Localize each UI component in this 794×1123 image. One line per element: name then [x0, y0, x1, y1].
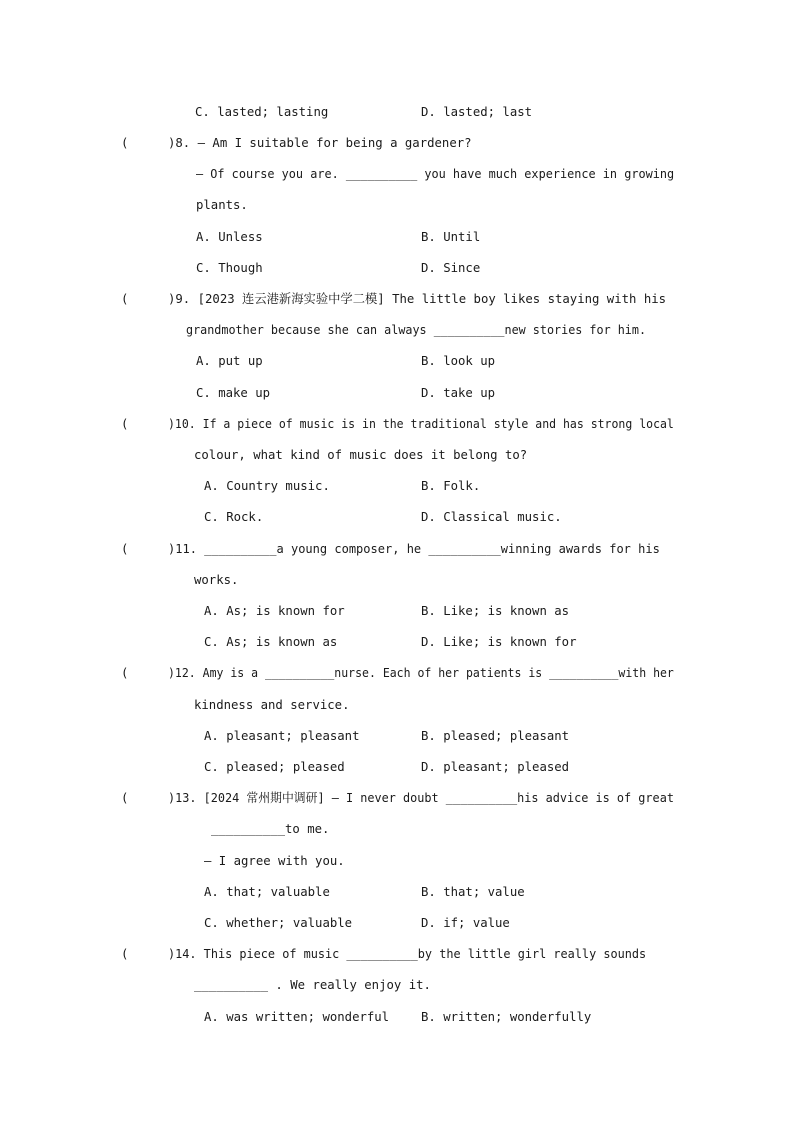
q12-stem-line2: kindness and service.	[194, 698, 350, 712]
q13-option-b: B. that; value	[421, 885, 525, 899]
q13-stem: )13. [2024 常州期中调研] — I never doubt __________his advice is of great	[168, 791, 674, 805]
q13-option-c: C. whether; valuable	[204, 916, 353, 930]
q10-option-b: B. Folk.	[421, 479, 481, 493]
q11-option-c: C. As; is known as	[204, 635, 338, 649]
q13-stem-line3: — I agree with you.	[204, 854, 345, 868]
q7-option-d: D. lasted; last	[421, 105, 533, 119]
q14-option-b: B. written; wonderfully	[421, 1010, 592, 1024]
q10-option-a: A. Country music.	[204, 479, 330, 493]
q8-option-b: B. Until	[421, 230, 481, 244]
q13-option-d: D. if; value	[421, 916, 510, 930]
q13-stem-line2: __________to me.	[211, 822, 330, 836]
q10-option-d: D. Classical music.	[421, 510, 562, 524]
q11-stem: )11. __________a young composer, he __________winning awards for his	[168, 542, 660, 556]
q8-option-a: A. Unless	[196, 230, 263, 244]
q10-stem-line2: colour, what kind of music does it belong to?	[194, 448, 528, 462]
q10-stem: )10. If a piece of music is in the traditional style and has strong local	[168, 417, 674, 431]
q12-option-c: C. pleased; pleased	[204, 760, 345, 774]
q11-option-a: A. As; is known for	[204, 604, 345, 618]
answer-blank-paren: (	[121, 417, 129, 431]
answer-blank-paren: (	[121, 292, 129, 306]
q12-stem: )12. Amy is a __________nurse. Each of her patients is __________with her	[168, 666, 674, 680]
q9-stem: )9. [2023 连云港新海实验中学二模] The little boy likes staying with his	[168, 292, 667, 306]
q11-option-b: B. Like; is known as	[421, 604, 570, 618]
q8-stem-line3: plants.	[196, 198, 248, 212]
q7-option-c: C. lasted; lasting	[195, 105, 329, 119]
q9-option-d: D. take up	[421, 386, 496, 400]
q8-stem: )8. — Am I suitable for being a gardener?	[168, 136, 472, 150]
answer-blank-paren: (	[121, 947, 129, 961]
q11-stem-line2: works.	[194, 573, 239, 587]
q9-option-b: B. look up	[421, 354, 496, 368]
q12-option-a: A. pleasant; pleasant	[204, 729, 360, 743]
q9-option-c: C. make up	[196, 386, 271, 400]
answer-blank-paren: (	[121, 791, 129, 805]
answer-blank-paren: (	[121, 542, 129, 556]
q11-option-d: D. Like; is known for	[421, 635, 577, 649]
answer-blank-paren: (	[121, 136, 129, 150]
q8-option-d: D. Since	[421, 261, 481, 275]
q12-option-b: B. pleased; pleasant	[421, 729, 570, 743]
q12-option-d: D. pleasant; pleased	[421, 760, 570, 774]
answer-blank-paren: (	[121, 666, 129, 680]
q14-stem: )14. This piece of music __________by the little girl really sounds	[168, 947, 647, 961]
q8-stem-line2: — Of course you are. __________ you have much experience in growing	[196, 167, 675, 181]
q8-option-c: C. Though	[196, 261, 263, 275]
q9-option-a: A. put up	[196, 354, 263, 368]
q13-option-a: A. that; valuable	[204, 885, 330, 899]
q10-option-c: C. Rock.	[204, 510, 264, 524]
q14-option-a: A. was written; wonderful	[204, 1010, 390, 1024]
q14-stem-line2: __________ . We really enjoy it.	[194, 978, 431, 992]
q9-stem-line2: grandmother because she can always __________new stories for him.	[186, 323, 647, 337]
